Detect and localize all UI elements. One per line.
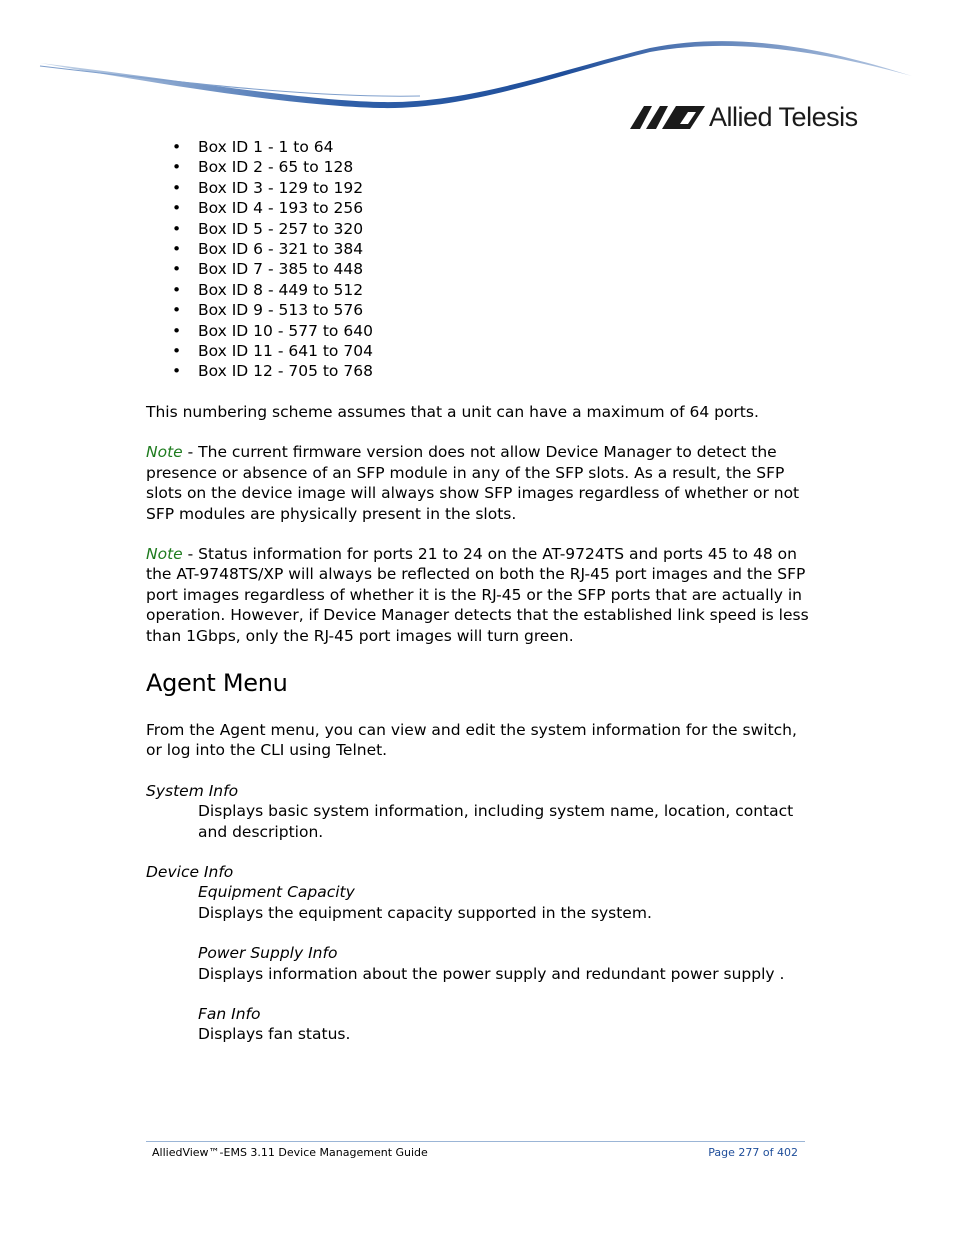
allied-telesis-mark-icon [630, 102, 705, 132]
term-system-info: System Info [146, 781, 239, 800]
list-item: • Box ID 4 - 193 to 256 [146, 198, 811, 218]
term-fan-info: Fan Info [198, 1005, 261, 1023]
numbering-scheme-paragraph: This numbering scheme assumes that a unit can have a maximum of 64 ports. [146, 402, 759, 421]
term-equipment-capacity: Equipment Capacity [198, 883, 355, 902]
list-item: • Box ID 9 - 513 to 576 [146, 300, 811, 320]
box-id-list [146, 137, 811, 382]
term-power-supply-info: Power Supply Info [198, 944, 338, 963]
note-label: Note [146, 443, 183, 462]
note-text: - Status information for ports 21 to 24 on the AT-9724TS and ports 45 to 48 on the AT-9748TS/XP will always be reflected on both the RJ-45 port images and the SFP port images regardless of whether it is the RJ-45 or the SFP ports that are actually in operation. However, if Device Manager detects that the established link speed is less than 1Gbps, only the RJ-45 port images will turn green. [146, 544, 809, 645]
equipment-capacity-description: Displays the equipment capacity supported in the system. [198, 903, 652, 922]
list-item: • Box ID 1 - 1 to 64 [146, 137, 811, 157]
note-text: - The current firmware version does not allow Device Manager to detect the presence or absence of an SFP module in any of the SFP slots. As a result, the SFP slots on the device image will always show SFP images regardless of whether or not SFP modules are physically present in the slots. [146, 443, 800, 523]
list-item: • Box ID 10 - 577 to 640 [146, 321, 811, 341]
system-info-description: Displays basic system information, including system name, location, contact and description. [198, 802, 794, 841]
list-item: • Box ID 8 - 449 to 512 [146, 280, 811, 300]
device-info-subitems [146, 882, 811, 1044]
brand-name: Allied Telesis [709, 101, 858, 132]
list-item: • Box ID 2 - 65 to 128 [146, 157, 811, 177]
list-item: • Box ID 12 - 705 to 768 [146, 361, 811, 381]
fan-info-description: Displays fan status. [198, 1025, 351, 1044]
list-item: • Box ID 11 - 641 to 704 [146, 341, 811, 361]
note-label: Note [146, 544, 183, 563]
list-item: • Box ID 7 - 385 to 448 [146, 259, 811, 279]
term-device-info: Device Info [146, 862, 234, 881]
allied-telesis-logo [630, 100, 858, 134]
page-content [146, 137, 811, 1045]
list-item: • Box ID 6 - 321 to 384 [146, 239, 811, 259]
list-item: • Box ID 5 - 257 to 320 [146, 219, 811, 239]
agent-intro-paragraph: From the Agent menu, you can view and edit the system information for the switch, or log into the CLI using Telnet. [146, 720, 797, 760]
footer-document-title: AlliedView™-EMS 3.11 Device Management Guide [152, 1146, 428, 1159]
footer-divider [146, 1141, 805, 1142]
section-heading-agent-menu: Agent Menu [146, 668, 288, 697]
note-status-paragraph [146, 544, 811, 646]
footer-page-number: Page 277 of 402 [708, 1146, 798, 1159]
power-supply-description: Displays information about the power supply and redundant power supply . [198, 964, 785, 983]
list-item: • Box ID 3 - 129 to 192 [146, 178, 811, 198]
note-sfp-paragraph [146, 442, 811, 524]
